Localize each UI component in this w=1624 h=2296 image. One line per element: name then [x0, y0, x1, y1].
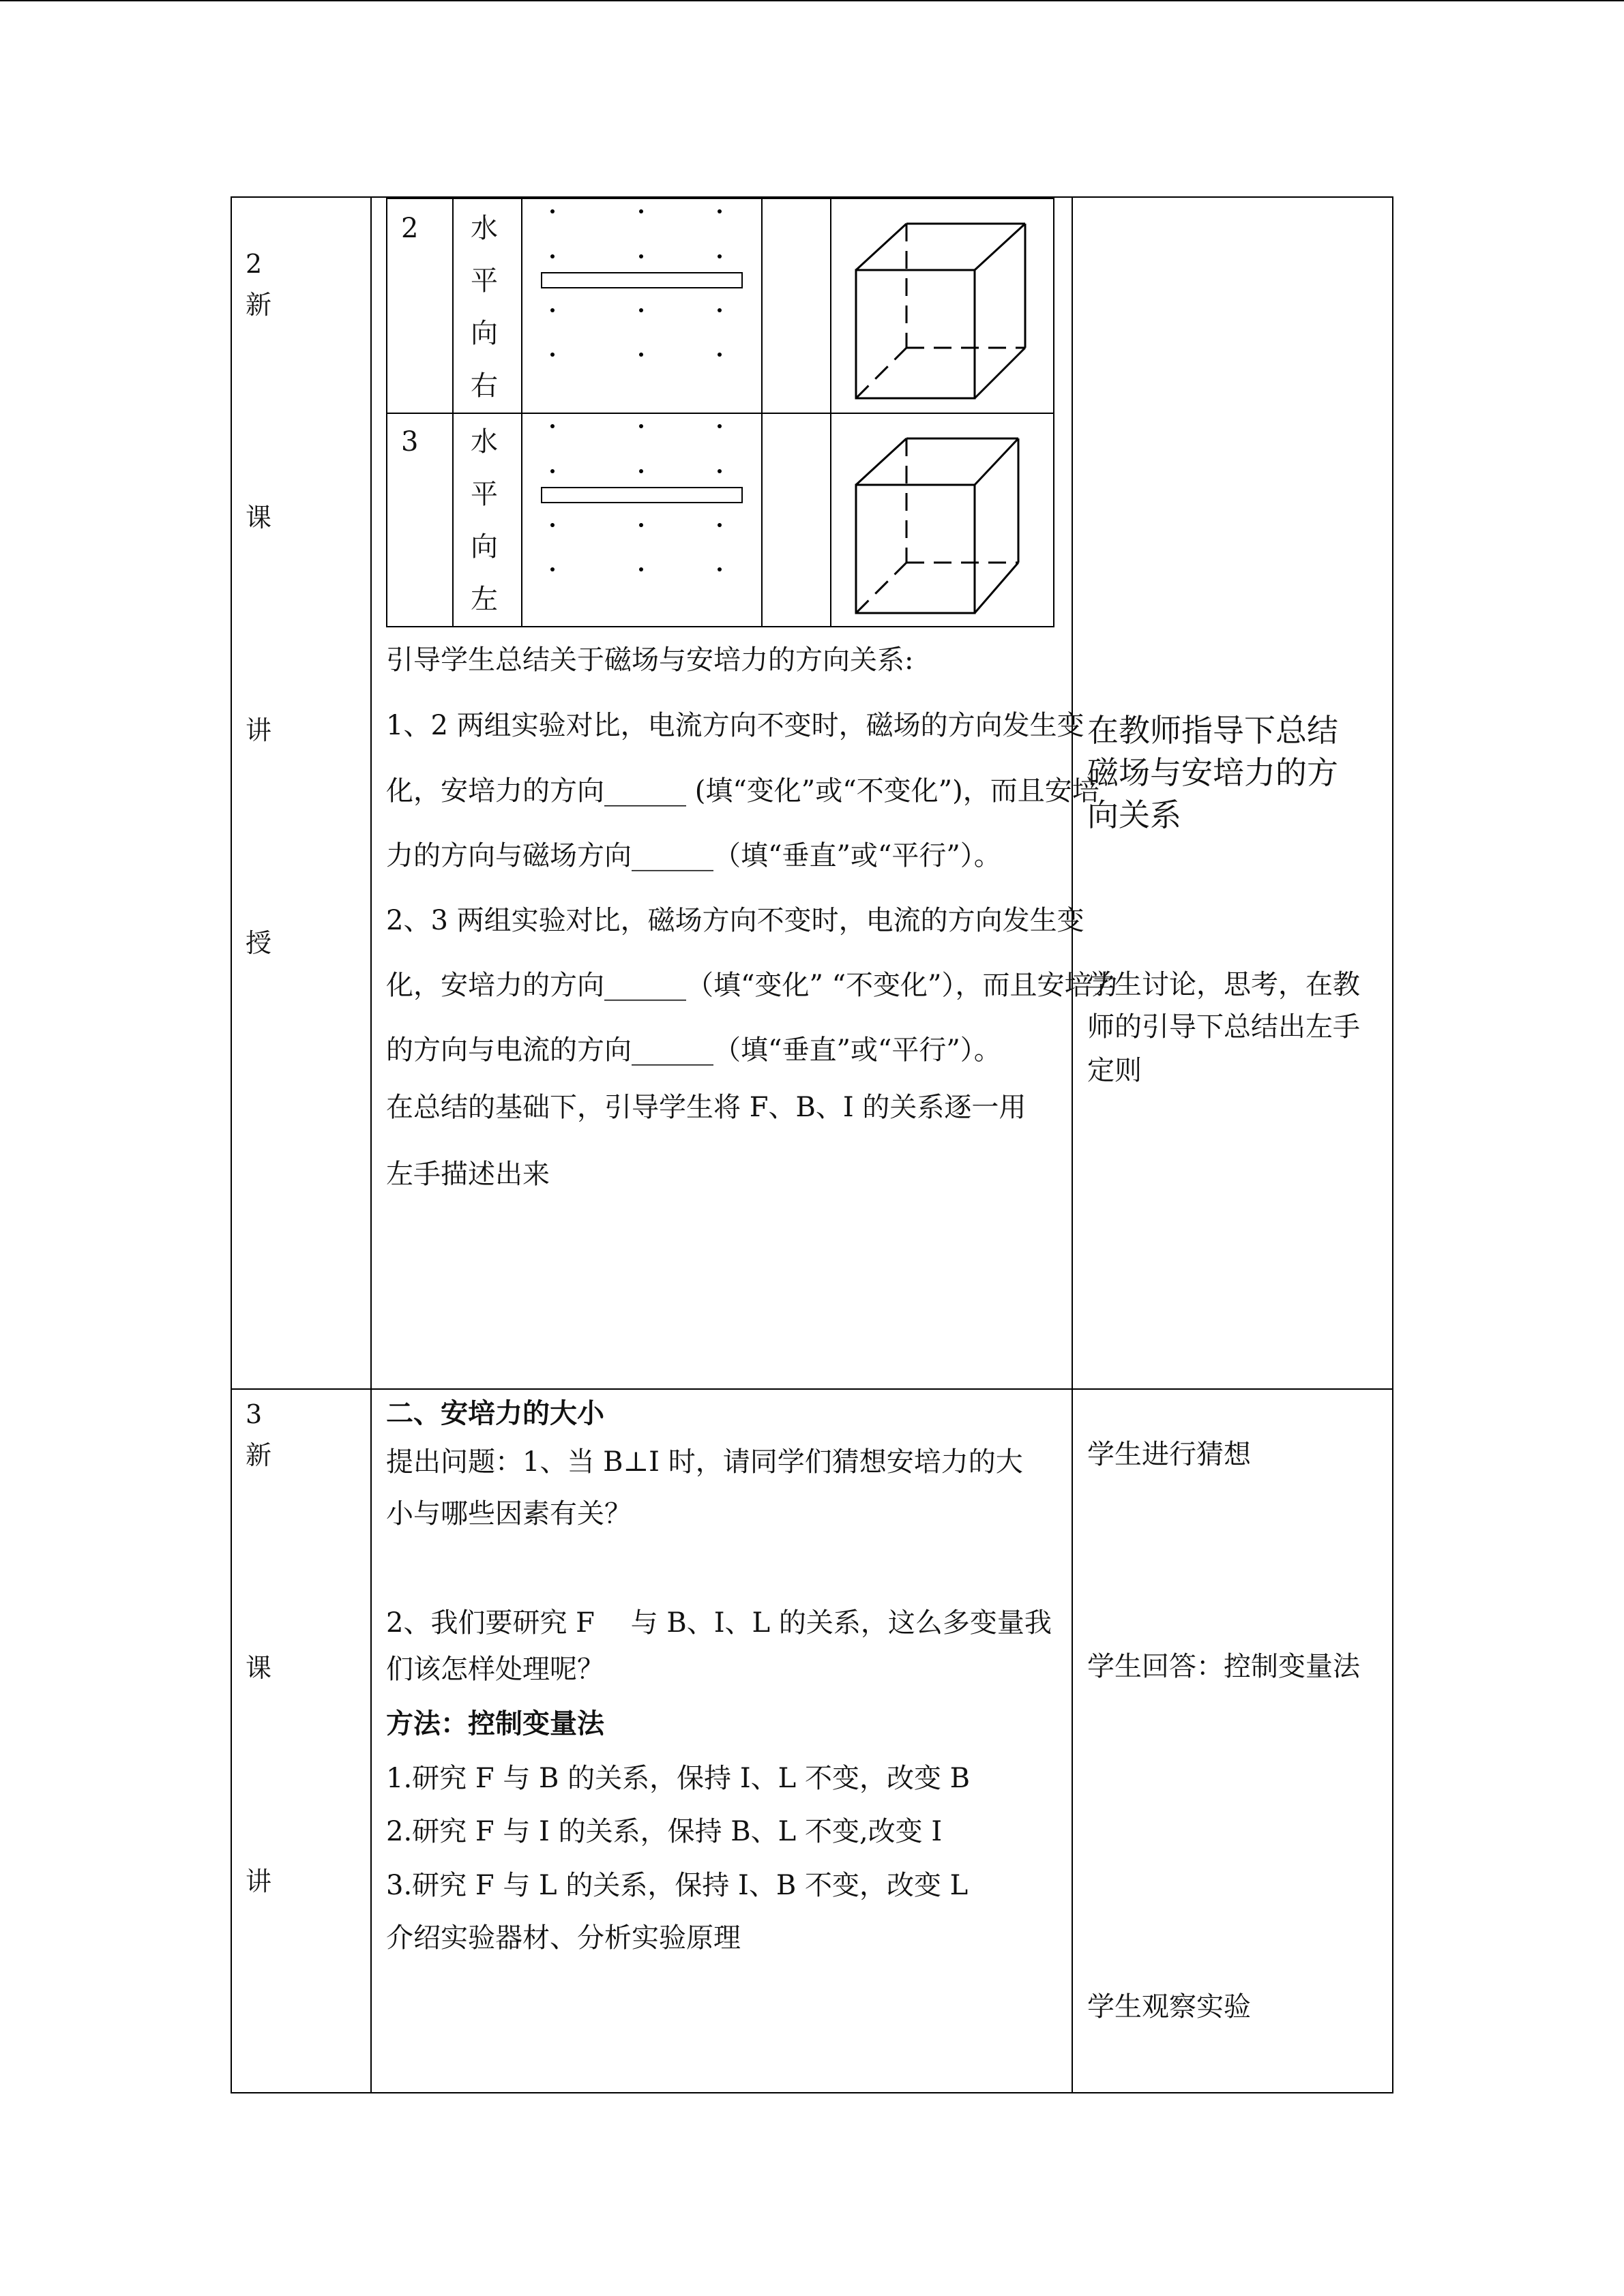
method-step: 1.研究 F 与 B 的关系，保持 I、L 不变，改变 B [386, 1763, 971, 1794]
question-line: 们该怎样处理呢？ [386, 1654, 604, 1685]
column-divider [370, 196, 372, 2093]
student-response: 学生进行猜想 [1087, 1439, 1251, 1470]
inner-table-border [386, 626, 1054, 627]
direction-char: 左 [471, 584, 498, 615]
direction-char: 向 [471, 318, 498, 349]
table-bottom-border [231, 2092, 1393, 2093]
teacher-text-line: 引导学生总结关于磁场与安培力的方向关系: [386, 644, 914, 676]
experiment-index: 2 [401, 213, 419, 244]
student-text-line: 定则 [1087, 1055, 1142, 1086]
method-step: 介绍实验器材、分析实验原理 [386, 1922, 741, 1954]
section-heading: 二、安培力的大小 [386, 1397, 604, 1429]
page-top-border [0, 0, 1624, 1]
stage-number: 3 [246, 1399, 263, 1429]
conductor-rod [542, 273, 742, 288]
question-line: 小与哪些因素有关？ [386, 1498, 632, 1530]
inner-col-divider [452, 198, 454, 627]
teacher-text-line: 的方向与电流的方向______（填“垂直”或“平行”）。 [386, 1034, 1001, 1066]
stage-number: 2 [246, 249, 263, 279]
teacher-text-line: 化，安培力的方向______（填“变化” “不变化”），而且安培力 [386, 970, 1119, 1001]
direction-char: 向 [471, 531, 498, 563]
teacher-text-line: 2、3 两组实验对比，磁场方向不变时，电流的方向发生变 [386, 905, 1084, 936]
table-left-border [231, 196, 232, 2093]
cube-diagram [831, 414, 1053, 626]
teacher-text-line: 化，安培力的方向______ (填“变化”或“不变化”)，而且安培 [386, 775, 1099, 807]
teacher-text-line: 1、2 两组实验对比，电流方向不变时，磁场的方向发生变 [386, 710, 1084, 741]
stage-char: 课 [246, 503, 272, 533]
stage-char: 新 [246, 290, 272, 320]
direction-char: 水 [471, 426, 498, 458]
teacher-text-line: 力的方向与磁场方向______（填“垂直”或“平行”）。 [386, 840, 1001, 871]
experiment-index: 3 [401, 426, 419, 458]
inner-col-divider [761, 198, 763, 627]
student-text-line: 师的引导下总结出左手 [1087, 1011, 1360, 1043]
question-line: 2、我们要研究 F 与 B、I、L 的关系，这么多变量我 [386, 1607, 1052, 1639]
student-text-line: 磁场与安培力的方 [1087, 754, 1338, 791]
teacher-text-line: 在总结的基础下，引导学生将 F、B、I 的关系逐一用 [386, 1092, 1027, 1123]
direction-char: 水 [471, 213, 498, 244]
method-step: 2.研究 F 与 I 的关系，保持 B、L 不变,改变 I [386, 1816, 943, 1847]
stage-char: 课 [246, 1653, 272, 1683]
direction-char: 平 [471, 479, 498, 510]
stage-char: 新 [246, 1440, 272, 1470]
magnetic-field-diagram [522, 414, 761, 626]
stage-char: 授 [246, 928, 272, 958]
student-response: 学生观察实验 [1087, 1991, 1251, 2023]
direction-char: 平 [471, 265, 498, 297]
stage-char: 讲 [246, 1866, 272, 1896]
column-divider [1072, 196, 1073, 2093]
inner-col-divider [386, 198, 387, 627]
stage-char: 讲 [246, 715, 272, 745]
row-divider [231, 1388, 1393, 1390]
teacher-text-line: 左手描述出来 [386, 1159, 550, 1190]
student-text-line: 学生讨论，思考，在教 [1087, 969, 1360, 1000]
student-text-line: 向关系 [1087, 796, 1181, 833]
method-step: 3.研究 F 与 L 的关系，保持 I、B 不变，改变 L [386, 1870, 969, 1901]
inner-col-divider [1053, 198, 1054, 627]
student-text-line: 在教师指导下总结 [1087, 712, 1338, 749]
method-heading: 方法：控制变量法 [386, 1708, 604, 1740]
table-right-border [1392, 196, 1393, 2093]
direction-char: 右 [471, 370, 498, 402]
conductor-rod [542, 488, 742, 503]
question-line: 提出问题：1、当 B⊥I 时，请同学们猜想安培力的大 [386, 1446, 1023, 1478]
student-response: 学生回答：控制变量法 [1087, 1651, 1360, 1682]
magnetic-field-diagram [522, 199, 761, 413]
cube-diagram [831, 199, 1053, 413]
